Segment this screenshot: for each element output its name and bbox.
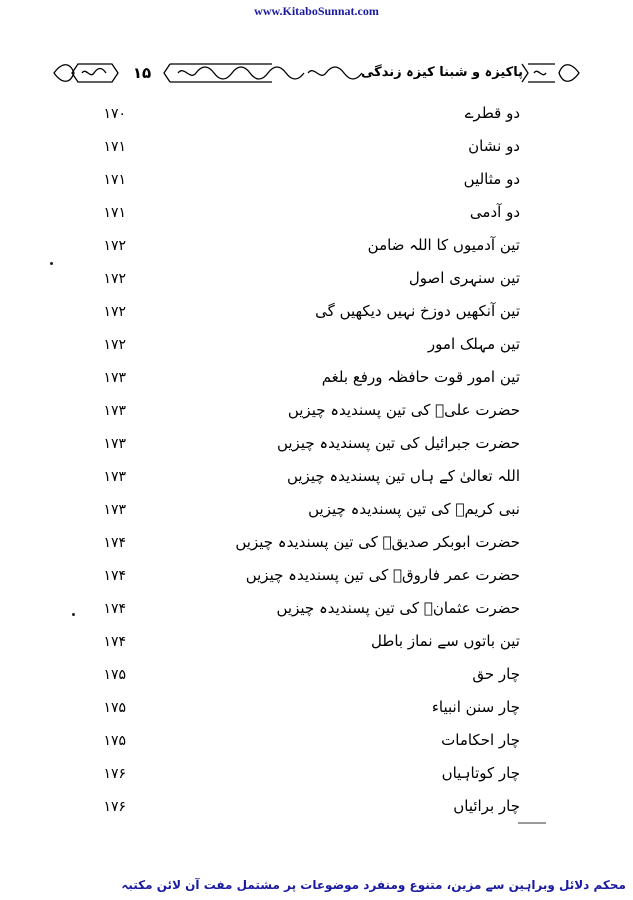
- footer-banner: محکم دلائل وبراہین سے مزین، متنوع ومنفرد موضوعات پر مشتمل مفت آن لائن مکتبہ: [121, 878, 626, 892]
- toc-entry-page: ۱۷۴: [103, 568, 126, 584]
- toc-entry-page: ۱۷۶: [103, 766, 126, 782]
- toc-entry[interactable]: [0, 657, 633, 690]
- toc-entry-page: ۱۷۵: [103, 667, 126, 683]
- toc-entry-title: حضرت عثمانؓ کی تین پسندیدہ چیزیں: [276, 599, 520, 617]
- toc-entry[interactable]: [0, 591, 633, 624]
- toc-entry-title: حضرت عمر فاروقؓ کی تین پسندیدہ چیزیں: [245, 566, 520, 584]
- toc-entry-page: ۱۷۱: [103, 172, 126, 188]
- toc-entry-title: دو آدمی: [469, 203, 520, 221]
- scan-speck: [72, 613, 75, 616]
- toc-entry-page: ۱۷۳: [103, 469, 126, 485]
- book-title: پاکیزہ و شبنا کیزہ زندگی: [361, 65, 523, 80]
- toc-entry[interactable]: [0, 228, 633, 261]
- toc-entry-page: ۱۷۱: [103, 139, 126, 155]
- toc-entry-page: ۱۷۴: [103, 634, 126, 650]
- toc-entry-title: تین سنہری اصول: [408, 269, 520, 287]
- toc-entry-title: چار احکامات: [441, 731, 520, 749]
- toc-entry-title: چار حق: [472, 665, 520, 683]
- toc-entry-page: ۱۷۲: [103, 304, 126, 320]
- scan-mark: [518, 822, 546, 824]
- toc-entry-page: ۱۷۱: [103, 205, 126, 221]
- toc-entry-title: دو مثالیں: [463, 170, 520, 188]
- toc-entry-title: تین باتوں سے نماز باطل: [371, 632, 520, 650]
- toc-entry-page: ۱۷۰: [103, 106, 126, 122]
- toc-entry[interactable]: [0, 459, 633, 492]
- toc-entry[interactable]: [0, 261, 633, 294]
- toc-entry[interactable]: [0, 690, 633, 723]
- toc-entry[interactable]: [0, 195, 633, 228]
- toc-entry-page: ۱۷۲: [103, 337, 126, 353]
- page-header-ornament: [52, 60, 581, 86]
- toc-entry[interactable]: [0, 789, 633, 822]
- table-of-contents: [0, 96, 633, 822]
- toc-entry-page: ۱۷۵: [103, 733, 126, 749]
- toc-entry-title: تین آدمیوں کا اللہ ضامن: [367, 236, 520, 254]
- toc-entry-title: چار برائیاں: [453, 797, 520, 815]
- toc-entry[interactable]: [0, 525, 633, 558]
- toc-entry[interactable]: [0, 756, 633, 789]
- toc-entry-page: ۱۷۲: [103, 238, 126, 254]
- toc-entry[interactable]: [0, 129, 633, 162]
- toc-entry-title: حضرت ابوبکر صدیقؓ کی تین پسندیدہ چیزیں: [235, 533, 520, 551]
- toc-entry-title: اللہ تعالیٰ کے ہاں تین پسندیدہ چیزیں: [286, 467, 520, 485]
- toc-entry-title: حضرت علیؓ کی تین پسندیدہ چیزیں: [287, 401, 520, 419]
- toc-entry[interactable]: [0, 327, 633, 360]
- toc-entry-page: ۱۷۳: [103, 502, 126, 518]
- toc-entry-page: ۱۷۴: [103, 601, 126, 617]
- toc-entry-title: دو نشان: [468, 137, 520, 155]
- toc-entry-page: ۱۷۳: [103, 436, 126, 452]
- toc-entry[interactable]: [0, 162, 633, 195]
- toc-entry-title: چار سنن انبیاء: [431, 698, 520, 716]
- toc-entry[interactable]: [0, 558, 633, 591]
- toc-entry-title: حضرت جبرائیل کی تین پسندیدہ چیزیں: [276, 434, 520, 452]
- toc-entry-title: تین آنکھیں دوزخ نہیں دیکھیں گی: [315, 302, 520, 320]
- toc-entry-page: ۱۷۳: [103, 403, 126, 419]
- toc-entry-title: چار کوتاہیاں: [441, 764, 520, 782]
- toc-entry-title: دو قطرے: [464, 104, 520, 122]
- toc-entry[interactable]: [0, 393, 633, 426]
- toc-entry[interactable]: [0, 360, 633, 393]
- scan-speck: [50, 262, 53, 265]
- toc-entry-page: ۱۷۳: [103, 370, 126, 386]
- toc-entry-page: ۱۷۴: [103, 535, 126, 551]
- toc-entry-page: ۱۷۵: [103, 700, 126, 716]
- toc-entry[interactable]: [0, 624, 633, 657]
- page-number: ۱۵: [132, 64, 152, 82]
- toc-entry-title: تین مہلک امور: [427, 335, 520, 353]
- toc-entry[interactable]: [0, 294, 633, 327]
- toc-entry[interactable]: [0, 492, 633, 525]
- toc-entry-page: ۱۷۲: [103, 271, 126, 287]
- toc-entry[interactable]: [0, 426, 633, 459]
- toc-entry-title: نبی کریمؐ کی تین پسندیدہ چیزیں: [308, 500, 520, 518]
- toc-entry[interactable]: [0, 723, 633, 756]
- toc-entry[interactable]: [0, 96, 633, 129]
- site-url[interactable]: www.KitaboSunnat.com: [254, 4, 379, 18]
- toc-entry-page: ۱۷۶: [103, 799, 126, 815]
- toc-entry-title: تین امور قوت حافظہ ورفع بلغم: [321, 368, 520, 386]
